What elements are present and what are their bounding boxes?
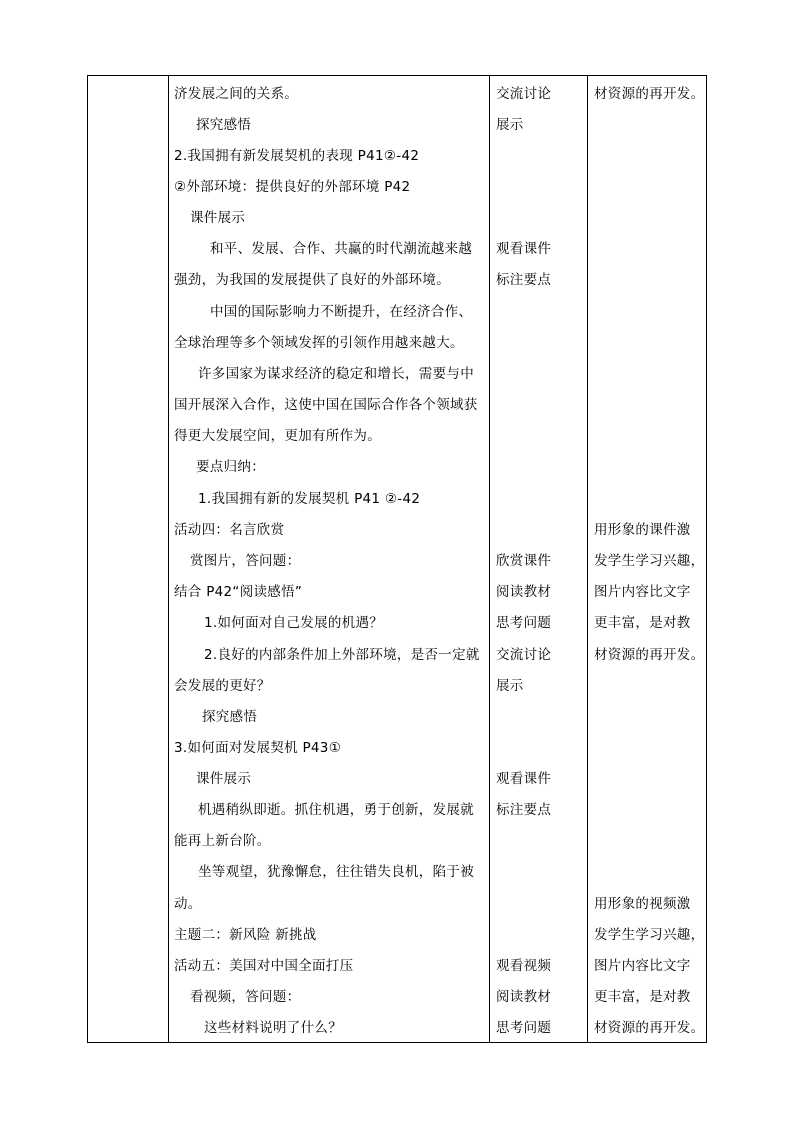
content-line: 课件展示 bbox=[196, 771, 252, 787]
student-activity-line: 交流讨论 bbox=[496, 86, 552, 102]
student-activity-line: 观看视频 bbox=[496, 958, 552, 974]
content-line: 3.如何面对发展契机 P43① bbox=[174, 740, 342, 756]
student-activity-line: 标注要点 bbox=[496, 272, 552, 288]
design-intent-line: 更丰富，是对教 bbox=[594, 989, 691, 1005]
design-intent-line: 用形象的课件激 bbox=[594, 522, 691, 538]
content-line: 活动五：美国对中国全面打压 bbox=[174, 958, 354, 974]
student-activity-line: 欣赏课件 bbox=[496, 553, 552, 569]
design-intent-line: 图片内容比文字 bbox=[594, 584, 691, 600]
content-line: 济发展之间的关系。 bbox=[174, 86, 299, 102]
content-line: 和平、发展、合作、共赢的时代潮流越来越 bbox=[210, 241, 473, 257]
content-line: 机遇稍纵即逝。抓住机遇，勇于创新，发展就 bbox=[198, 802, 474, 818]
design-intent-line: 图片内容比文字 bbox=[594, 958, 691, 974]
content-line: 结合 P42“阅读感悟” bbox=[174, 584, 303, 600]
lesson-plan-table bbox=[87, 75, 707, 1043]
content-line: 探究感悟 bbox=[202, 709, 258, 725]
content-line: 会发展的更好？ bbox=[174, 678, 271, 694]
design-intent-line: 更丰富，是对教 bbox=[594, 615, 691, 631]
content-line: 赏图片，答问题： bbox=[190, 553, 301, 569]
content-line: ②外部环境：提供良好的外部环境 P42 bbox=[174, 179, 411, 195]
content-line: 全球治理等多个领域发挥的引领作用越来越大。 bbox=[174, 335, 464, 351]
content-line: 坐等观望，犹豫懈怠，往往错失良机，陷于被 bbox=[198, 864, 474, 880]
content-line: 能再上新台阶。 bbox=[174, 833, 271, 849]
content-line: 看视频，答问题： bbox=[190, 989, 301, 1005]
design-intent-line: 发学生学习兴趣， bbox=[594, 553, 705, 569]
content-line: 2.良好的内部条件加上外部环境，是否一定就 bbox=[204, 647, 480, 663]
content-line: 中国的国际影响力不断提升，在经济合作、 bbox=[210, 304, 473, 320]
content-line: 动。 bbox=[174, 896, 202, 912]
content-line: 许多国家为谋求经济的稳定和增长，需要与中 bbox=[198, 366, 474, 382]
content-line: 课件展示 bbox=[190, 210, 246, 226]
design-intent-line: 用形象的视频激 bbox=[594, 896, 691, 912]
design-intent-line: 材资源的再开发。 bbox=[594, 86, 705, 102]
content-line: 强劲，为我国的发展提供了良好的外部环境。 bbox=[174, 272, 450, 288]
student-activity-line: 交流讨论 bbox=[496, 647, 552, 663]
content-line: 2.我国拥有新发展契机的表现 P41②-42 bbox=[174, 148, 420, 164]
student-activity-line: 阅读教材 bbox=[496, 584, 552, 600]
student-activity-line: 展示 bbox=[496, 117, 524, 133]
design-intent-line: 发学生学习兴趣， bbox=[594, 927, 705, 943]
student-activity-line: 展示 bbox=[496, 678, 524, 694]
column-divider bbox=[168, 76, 169, 1042]
student-activity-line: 思考问题 bbox=[496, 1020, 552, 1036]
content-line: 国开展深入合作，这使中国在国际合作各个领域获 bbox=[174, 397, 478, 413]
content-line: 活动四：名言欣赏 bbox=[174, 522, 285, 538]
column-divider bbox=[489, 76, 490, 1042]
content-line: 要点归纳： bbox=[196, 459, 265, 475]
column-divider bbox=[587, 76, 588, 1042]
content-line: 这些材料说明了什么？ bbox=[204, 1020, 342, 1036]
student-activity-line: 阅读教材 bbox=[496, 989, 552, 1005]
content-line: 1.我国拥有新的发展契机 P41 ②-42 bbox=[198, 491, 421, 507]
design-intent-line: 材资源的再开发。 bbox=[594, 1020, 705, 1036]
student-activity-line: 观看课件 bbox=[496, 241, 552, 257]
content-line: 1.如何面对自己发展的机遇？ bbox=[204, 615, 384, 631]
content-line: 探究感悟 bbox=[196, 117, 252, 133]
student-activity-line: 思考问题 bbox=[496, 615, 552, 631]
content-line: 主题二：新风险 新挑战 bbox=[174, 927, 317, 943]
content-line: 得更大发展空间，更加有所作为。 bbox=[174, 428, 381, 444]
student-activity-line: 观看课件 bbox=[496, 771, 552, 787]
design-intent-line: 材资源的再开发。 bbox=[594, 647, 705, 663]
student-activity-line: 标注要点 bbox=[496, 802, 552, 818]
